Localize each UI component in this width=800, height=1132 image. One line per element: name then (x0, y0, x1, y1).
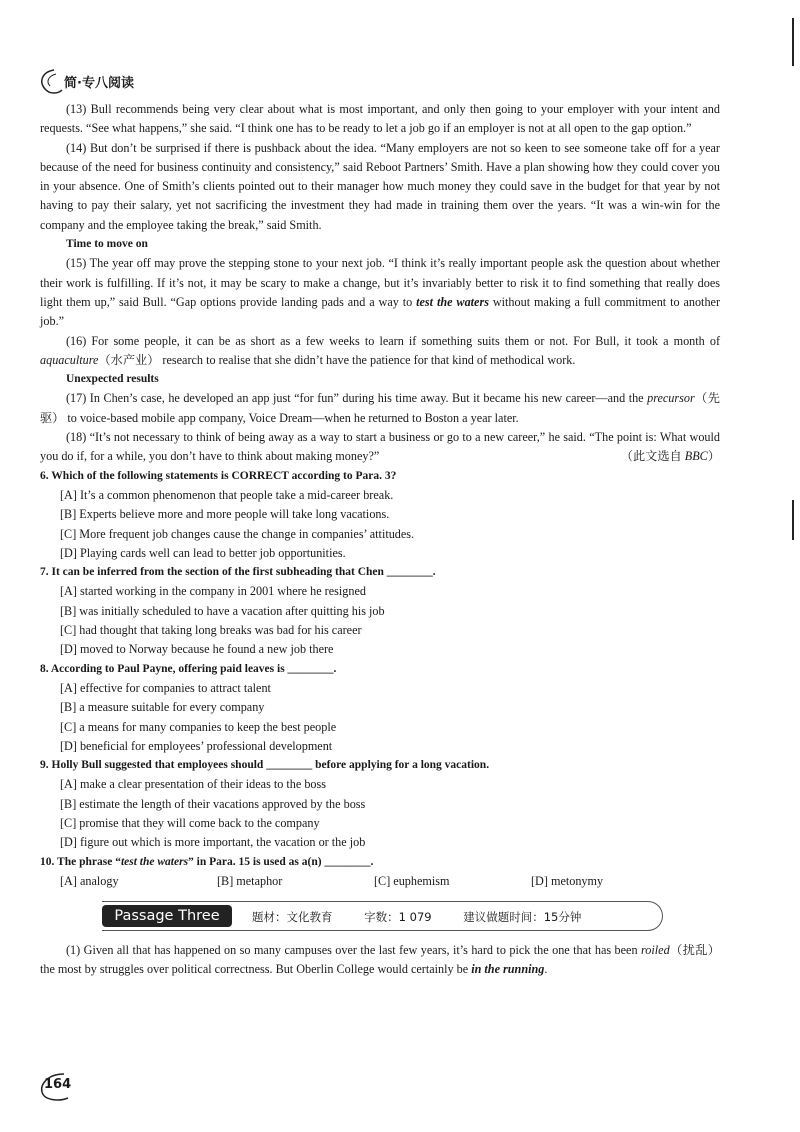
option-c: [C] euphemism (374, 873, 450, 888)
edge-mark (792, 500, 794, 540)
emphasis-precursor: precursor (647, 391, 695, 406)
header-ornament-icon (34, 64, 68, 98)
option-b: [B] metaphor (217, 873, 283, 888)
emphasis-test-the-waters: test the waters (416, 294, 489, 309)
passage-word-count: 字数：1 079 (364, 910, 432, 925)
question-10 (40, 853, 720, 892)
question-stem: 7. It can be inferred from the section of the first subheading that Chen ________. (40, 566, 436, 579)
option-a: [A] effective for companies to attract talent (60, 680, 271, 695)
passage-topic: 题材：文化教育 (252, 910, 333, 925)
option-d: [D] beneficial for employees’ professional development (60, 738, 333, 753)
paragraph-15: (15) The year off may prove the stepping stone to your next job. “I think it’s really important people ask the question about whether their work is fulfilling. If it’s not, it may be scary to make a change, but it’s invariably better to risk it to find something that really does light them up,” said Bull. “Gap options provide landing pads and a way to test the waters without making a full commitment to another job.” (40, 256, 720, 329)
option-a: [A] started working in the company in 2001 where he resigned (60, 584, 366, 599)
question-stem: 6. Which of the following statements is CORRECT according to Para. 3? (40, 469, 397, 482)
option-c: [C] a means for many companies to keep the best people (60, 719, 337, 734)
option-b: [B] Experts believe more and more people will take long vacations. (60, 507, 390, 522)
option-d: [D] moved to Norway because he found a new job there (60, 642, 334, 657)
passage-suggested-time: 建议做题时间：15分钟 (463, 910, 582, 925)
question-6 (40, 467, 720, 563)
paragraph-18: (18) “It’s not necessary to think of being away as a way to start a business or go to a new career,” he said. “The point is: What would you do if, for a while, you don’t have to think about making money?” （此文选自 BBC） (40, 428, 720, 467)
option-a: [A] make a clear presentation of their ideas to the boss (60, 777, 326, 792)
page-content (40, 100, 720, 980)
paragraph-14: (14) But don’t be surprised if there is pushback about the idea. “Many employers are not so keen to see someone take off for a year because of the need for business continuity and consistency,” said Reboot Partners’ Smith. Have a plan showing how they could cover you in your absence. One of Smith’s clients pointed out to their manager how much money they could save in the budget for that year by not having to pay their salary, yet not sacrificing the investment they had made in training them over the years. “It was a win-win for the company and the employee taking the break,” said Smith. (40, 140, 720, 232)
emphasis-aquaculture: aquaculture (40, 352, 99, 367)
option-b: [B] estimate the length of their vacations approved by the boss (60, 796, 366, 811)
option-d: [D] Playing cards well can lead to better job opportunities. (60, 545, 346, 560)
option-b: [B] a measure suitable for every company (60, 700, 265, 715)
option-c: [C] had thought that taking long breaks was bad for his career (60, 623, 362, 638)
subheading-unexpected-results: Unexpected results (66, 373, 159, 386)
subheading-time-to-move-on: Time to move on (66, 238, 148, 251)
question-stem: 10. The phrase “test the waters” in Para. 15 is used as a(n) ________. (40, 855, 374, 868)
passage3-paragraph-1: (1) Given all that has happened on so many campuses over the last few years, it’s hard to pick the one that has been roiled（扰乱） the most by struggles over political correctness. But Oberlin College would certainly be in the running. (40, 943, 720, 977)
paragraph-16: (16) For some people, it can be as short as a few weeks to learn if something suits them or not. For Bull, it took a month of aquaculture（水产业） research to realise that she didn’t have the patience for that kind of methodical work. (40, 333, 720, 367)
question-7 (40, 563, 720, 659)
option-a: [A] It’s a common phenomenon that people take a mid-career break. (60, 487, 394, 502)
option-c: [C] More frequent job changes cause the change in companies’ attitudes. (60, 526, 415, 541)
options-row (40, 872, 720, 891)
option-d: [D] metonymy (531, 873, 604, 888)
question-9 (40, 756, 720, 852)
paragraph-17: (17) In Chen’s case, he developed an app just “for fun” during his time away. But it became his new career—and the precursor（先驱） to voice-based mobile app company, Voice Dream—when he returned to Boston a year later. (40, 391, 720, 425)
page-number: 164 (38, 1070, 72, 1104)
option-a: [A] analogy (60, 873, 119, 888)
option-b: [B] was initially scheduled to have a vacation after quitting his job (60, 603, 385, 618)
header-title: 简·专八阅读 (64, 76, 134, 91)
source-citation: （此文选自 BBC） (620, 449, 720, 464)
question-stem: 8. According to Paul Payne, offering paid leaves is ________. (40, 662, 337, 675)
passage-meta (252, 908, 609, 927)
paragraph-13: (13) Bull recommends being very clear about what is most important, and only then going to your employer with your intent and requests. “See what happens,” she said. “I think one has to be ready to let a job go if an employer is not at all open to the gap option.” (40, 102, 720, 136)
passage-label: Passage Three (102, 905, 232, 927)
edge-mark (792, 18, 794, 66)
running-header (34, 64, 234, 98)
question-8 (40, 660, 720, 756)
option-c: [C] promise that they will come back to the company (60, 815, 320, 830)
option-d: [D] figure out which is more important, the vacation or the job (60, 835, 366, 850)
passage-banner (102, 899, 720, 933)
question-stem: 9. Holly Bull suggested that employees should ________ before applying for a long vacation. (40, 759, 490, 772)
